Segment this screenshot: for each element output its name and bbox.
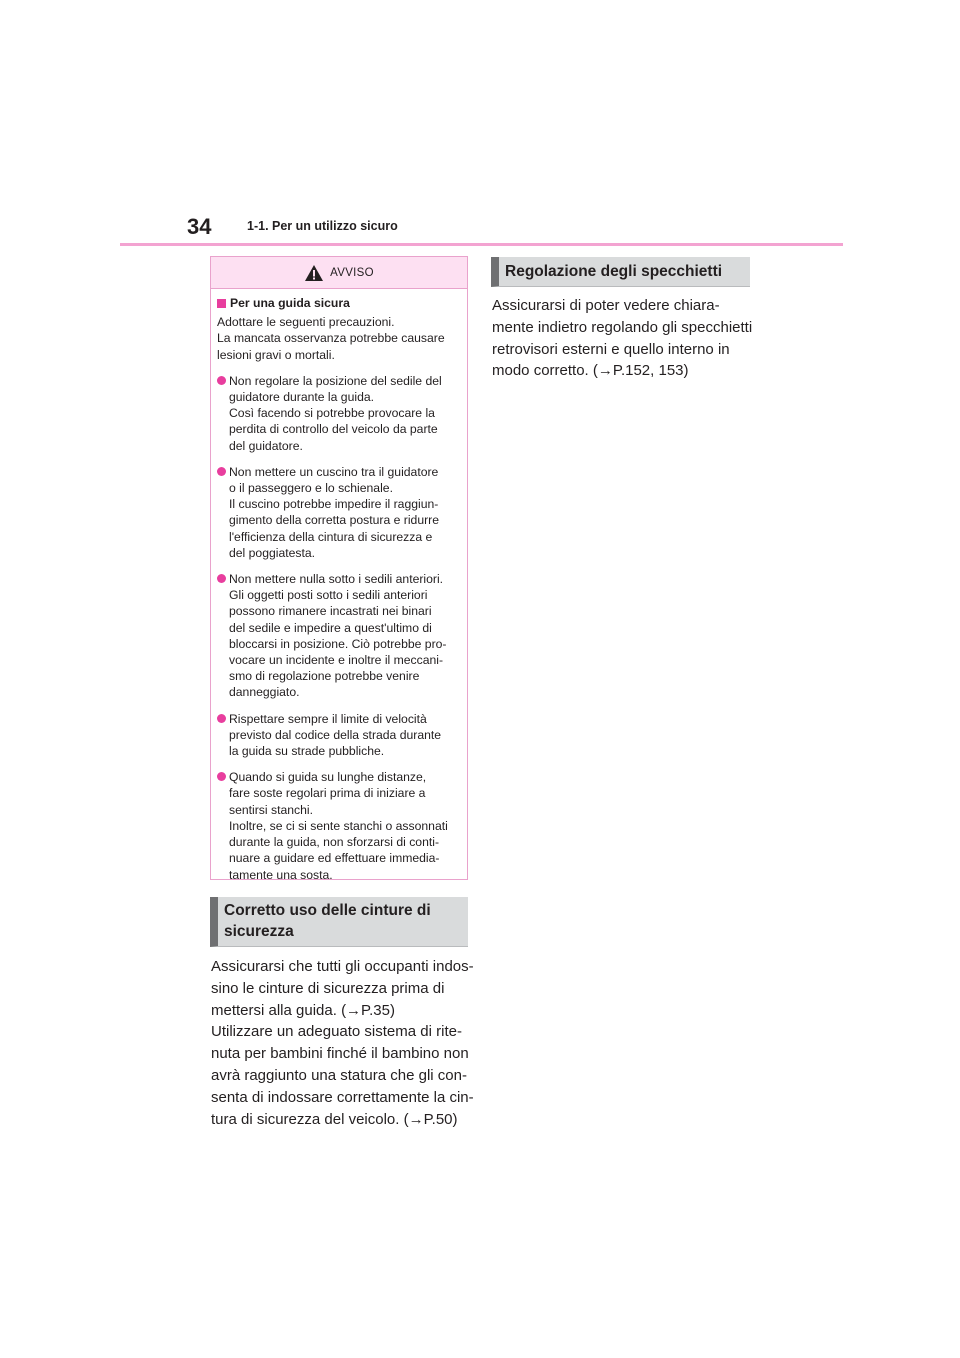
bullet-line: Il cuscino potrebbe impedire il raggiun- [229,497,439,512]
warning-bullet [217,711,461,760]
mirror-paragraph [492,295,752,382]
round-bullet-icon [217,714,226,723]
bullet-line: Gli oggetti posti sotto i sedili anteriori [229,588,428,603]
paragraph-line: senta di indossare correttamente la cin- [211,1088,474,1106]
bullet-line: tamente una sosta. [229,867,333,882]
bullet-line: vocare un incidente e inoltre il meccani- [229,653,444,668]
bullet-line: o il passeggero e lo schienale. [229,481,393,496]
bullet-line: del guidatore. [229,438,303,453]
bullet-line: Così facendo si potrebbe provocare la [229,406,435,421]
bullet-line: gimento della corretta postura e ridurre [229,513,440,528]
heading-line: sicurezza [224,923,294,940]
warning-bullet [217,571,461,701]
bullet-line: danneggiato. [229,685,300,700]
round-bullet-icon [217,574,226,583]
paragraph-line: Assicurarsi che tutti gli occupanti indos- [211,958,474,975]
heading-line: Regolazione degli specchietti [505,263,723,280]
paragraph-line: sino le cinture di sicurezza prima di [211,979,445,997]
warning-intro [217,314,461,363]
warning-heading [217,295,461,311]
warning-box [210,256,468,880]
warning-bullet [217,769,461,882]
paragraph-line: modo corretto. (→P.152, 153) [492,362,689,380]
warning-triangle-icon [304,264,324,282]
warning-body [211,289,467,883]
intro-line: La mancata osservanza potrebbe causare [217,331,445,346]
chapter-section-title: 1-1. Per un utilizzo sicuro [247,219,398,233]
bullet-line: smo di regolazione potrebbe venire [229,669,420,684]
warning-title: AVVISO [330,266,374,279]
bullet-line: del poggiatesta. [229,545,316,560]
bullet-line: nuare a guidare ed effettuare immedia- [229,851,440,866]
bullet-line: l'efficienza della cintura di sicurezza e [229,529,433,544]
paragraph-line: avrà raggiunto una statura che gli con- [211,1066,467,1084]
bullet-line: durante la guida, non sforzarsi di conti- [229,835,440,850]
bullet-line: del sedile e impedire a quest'ultimo di [229,620,432,635]
square-bullet-icon [217,299,226,308]
paragraph-line: nuta per bambini finché il bambino non [211,1045,469,1063]
paragraph-line: retrovisori esterni e quello interno in [492,340,730,358]
intro-line: Adottare le seguenti precauzioni. [217,315,395,330]
round-bullet-icon [217,376,226,385]
page-number: 34 [187,214,212,239]
bullet-line: Inoltre, se ci si sente stanchi o assonnati [229,818,448,833]
bullet-line: bloccarsi in posizione. Ciò potrebbe pro- [229,636,447,651]
bullet-line: Non mettere nulla sotto i sedili anteriori. [229,572,444,587]
warning-bullet [217,373,461,454]
round-bullet-icon [217,467,226,476]
bullet-line: guidatore durante la guida. [229,390,375,405]
paragraph-line: mente indietro regolando gli specchietti [492,318,753,336]
bullet-line: previsto dal codice della strada durante [229,727,442,742]
bullet-line: Non regolare la posizione del sedile del [229,373,442,388]
paragraph-line: Assicurarsi di poter vedere chiara- [492,297,720,314]
heading-line: Corretto uso delle cinture di [224,902,431,919]
paragraph-line: mettersi alla guida. (→P.35) [211,1001,395,1019]
warning-header [211,257,467,289]
round-bullet-icon [217,772,226,781]
paragraph-line: Utilizzare un adeguato sistema di rite- [211,1023,462,1041]
bullet-line: sentirsi stanchi. [229,802,313,817]
intro-line: lesioni gravi o mortali. [217,347,335,362]
paragraph-line: tura di sicurezza del veicolo. (→P.50) [211,1110,458,1128]
seatbelt-paragraph [211,956,474,1130]
bullet-line: Rispettare sempre il limite di velocità [229,711,427,726]
warning-bullet [217,464,461,561]
mirror-section-heading [491,257,750,287]
header-divider [120,243,843,246]
bullet-line: perdita di controllo del veicolo da parte [229,422,438,437]
bullet-line: fare soste regolari prima di iniziare a [229,786,426,801]
bullet-line: Non mettere un cuscino tra il guidatore [229,464,439,479]
bullet-line: possono rimanere incastrati nei binari [229,604,432,619]
bullet-line: la guida su strade pubbliche. [229,744,385,759]
bullet-line: Quando si guida su lunghe distanze, [229,770,427,785]
seatbelt-section-heading [210,897,468,947]
warning-heading-text: Per una guida sicura [230,296,350,310]
